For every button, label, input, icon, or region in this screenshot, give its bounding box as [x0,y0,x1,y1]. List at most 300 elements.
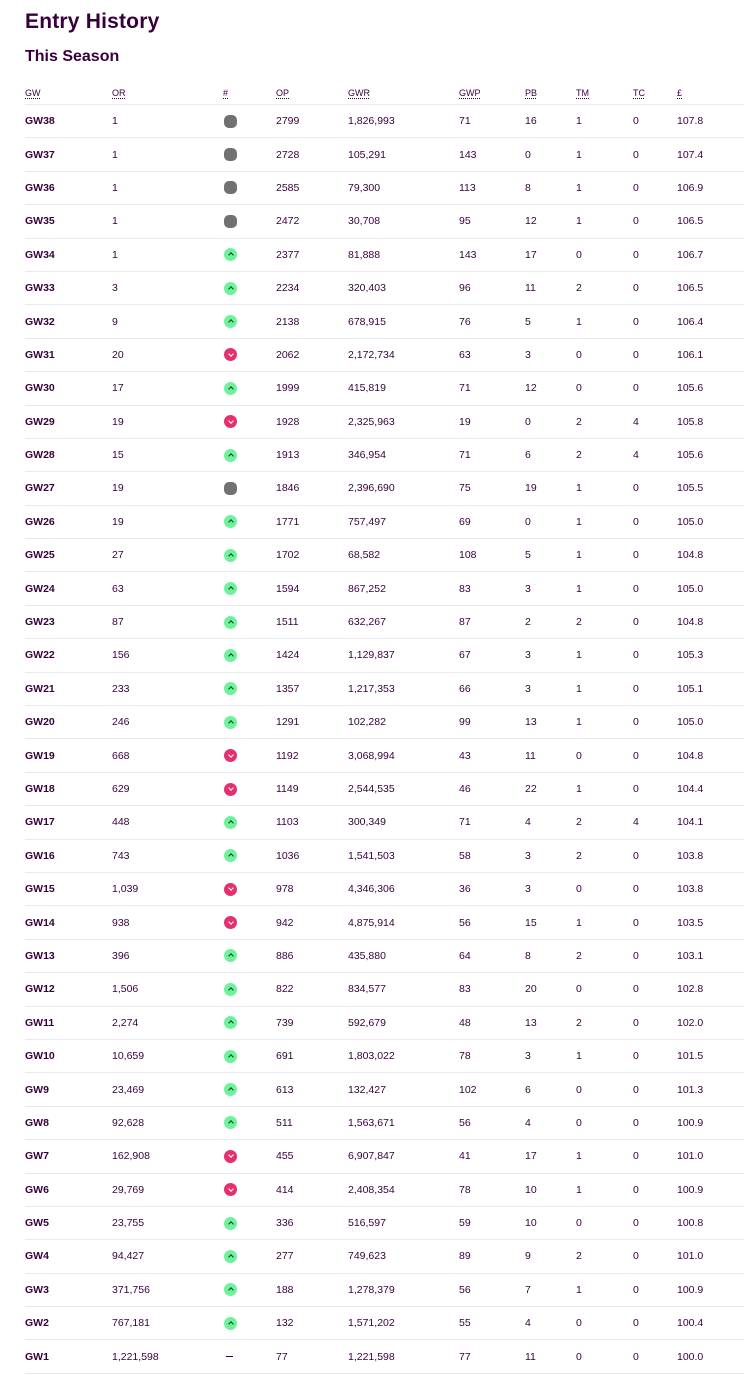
cell-movement [223,238,276,271]
cell-gw: GW24 [25,572,112,605]
cell-gwr: 415,819 [348,372,459,405]
cell-gwr: 1,803,022 [348,1039,459,1072]
cell-gwp: 87 [459,605,525,638]
cell-pb: 3 [525,338,576,371]
cell-pb: 3 [525,572,576,605]
cell-or: 3 [112,271,223,304]
red-down-arrow-icon [224,916,237,929]
cell-gwp: 83 [459,973,525,1006]
cell-gwr: 834,577 [348,973,459,1006]
table-row [25,572,744,605]
cell-tc: 0 [633,271,677,304]
cell-or: 94,427 [112,1240,223,1273]
cell-or: 156 [112,639,223,672]
cell-gwr: 3,068,994 [348,739,459,772]
cell-gw: GW6 [25,1173,112,1206]
cell-val: 102.0 [677,1006,744,1039]
cell-gwr: 516,597 [348,1206,459,1239]
cell-gwp: 89 [459,1240,525,1273]
cell-val: 103.5 [677,906,744,939]
cell-gw: GW35 [25,205,112,238]
cell-movement [223,505,276,538]
cell-movement [223,539,276,572]
cell-or: 162,908 [112,1140,223,1173]
cell-movement [223,739,276,772]
cell-gwp: 77 [459,1340,525,1373]
cell-movement [223,438,276,471]
cell-tc: 4 [633,806,677,839]
cell-op: 1291 [276,706,348,739]
cell-or: 23,755 [112,1206,223,1239]
cell-val: 105.6 [677,438,744,471]
green-up-arrow-icon [224,1317,237,1330]
cell-pb: 12 [525,372,576,405]
cell-op: 1357 [276,672,348,705]
green-up-arrow-icon [224,649,237,662]
cell-tm: 1 [576,1273,633,1306]
cell-pb: 10 [525,1206,576,1239]
cell-op: 1999 [276,372,348,405]
cell-tc: 0 [633,1240,677,1273]
cell-gwp: 66 [459,672,525,705]
cell-op: 1511 [276,605,348,638]
cell-op: 1103 [276,806,348,839]
cell-val: 102.8 [677,973,744,1006]
cell-gwp: 56 [459,1273,525,1306]
cell-gw: GW36 [25,171,112,204]
cell-or: 1 [112,138,223,171]
red-down-arrow-icon [224,415,237,428]
table-row [25,472,744,505]
cell-gw: GW12 [25,973,112,1006]
cell-tm: 0 [576,1307,633,1340]
cell-tc: 0 [633,238,677,271]
cell-pb: 3 [525,872,576,905]
table-row [25,839,744,872]
green-up-arrow-icon [224,282,237,295]
cell-val: 106.5 [677,205,744,238]
table-row [25,639,744,672]
cell-gwr: 320,403 [348,271,459,304]
cell-gw: GW17 [25,806,112,839]
cell-or: 1,506 [112,973,223,1006]
col-header-value: £ [677,88,683,98]
cell-tc: 0 [633,839,677,872]
cell-gwp: 56 [459,1106,525,1139]
cell-gwp: 41 [459,1140,525,1173]
cell-or: 10,659 [112,1039,223,1072]
table-row [25,539,744,572]
cell-pb: 11 [525,1340,576,1373]
cell-gwp: 59 [459,1206,525,1239]
cell-tm: 0 [576,338,633,371]
cell-gwr: 435,880 [348,939,459,972]
table-row [25,672,744,705]
cell-tc: 0 [633,1073,677,1106]
cell-tm: 1 [576,171,633,204]
cell-op: 1702 [276,539,348,572]
cell-tc: 0 [633,973,677,1006]
table-row [25,1140,744,1173]
cell-movement [223,338,276,371]
cell-gw: GW13 [25,939,112,972]
cell-tc: 4 [633,405,677,438]
table-row [25,906,744,939]
table-row [25,372,744,405]
cell-gw: GW11 [25,1006,112,1039]
cell-gwp: 43 [459,739,525,772]
cell-gw: GW21 [25,672,112,705]
cell-gwp: 36 [459,872,525,905]
cell-gwr: 1,221,598 [348,1340,459,1373]
col-header-tc: TC [633,88,645,98]
cell-or: 15 [112,438,223,471]
cell-gwp: 102 [459,1073,525,1106]
cell-tc: 0 [633,672,677,705]
cell-movement [223,305,276,338]
cell-tc: 0 [633,338,677,371]
cell-or: 63 [112,572,223,605]
green-up-arrow-icon [224,449,237,462]
cell-pb: 7 [525,1273,576,1306]
cell-val: 106.1 [677,338,744,371]
cell-pb: 0 [525,405,576,438]
cell-or: 19 [112,505,223,538]
table-row [25,305,744,338]
cell-pb: 17 [525,1140,576,1173]
table-row [25,806,744,839]
cell-movement [223,939,276,972]
table-row [25,438,744,471]
table-row [25,405,744,438]
cell-gw: GW5 [25,1206,112,1239]
cell-tm: 2 [576,438,633,471]
cell-op: 1846 [276,472,348,505]
cell-tm: 0 [576,739,633,772]
cell-gw: GW15 [25,872,112,905]
cell-tm: 2 [576,839,633,872]
cell-val: 100.9 [677,1273,744,1306]
cell-tm: 2 [576,271,633,304]
cell-tc: 0 [633,539,677,572]
cell-or: 396 [112,939,223,972]
cell-or: 19 [112,472,223,505]
cell-gwr: 678,915 [348,305,459,338]
cell-gwp: 75 [459,472,525,505]
cell-val: 104.8 [677,605,744,638]
table-row [25,105,744,138]
cell-tc: 0 [633,1039,677,1072]
green-up-arrow-icon [224,682,237,695]
cell-movement [223,706,276,739]
red-down-arrow-icon [224,348,237,361]
cell-gwp: 55 [459,1307,525,1340]
cell-op: 886 [276,939,348,972]
cell-val: 103.8 [677,839,744,872]
cell-gw: GW14 [25,906,112,939]
cell-movement [223,372,276,405]
table-body [25,105,744,1374]
col-header-gwp: GWP [459,88,481,98]
cell-pb: 20 [525,973,576,1006]
col-header-gw: GW [25,88,41,98]
cell-gw: GW9 [25,1073,112,1106]
cell-gwr: 79,300 [348,171,459,204]
cell-val: 100.9 [677,1106,744,1139]
cell-tm: 0 [576,1106,633,1139]
cell-op: 2138 [276,305,348,338]
cell-val: 107.8 [677,105,744,138]
green-up-arrow-icon [224,382,237,395]
cell-or: 1,039 [112,872,223,905]
red-down-arrow-icon [224,783,237,796]
cell-gw: GW26 [25,505,112,538]
cell-pb: 0 [525,138,576,171]
cell-gwr: 867,252 [348,572,459,605]
cell-gwr: 4,875,914 [348,906,459,939]
cell-tc: 0 [633,1106,677,1139]
cell-tc: 0 [633,1006,677,1039]
cell-movement [223,271,276,304]
cell-val: 106.9 [677,171,744,204]
cell-movement [223,806,276,839]
cell-tc: 0 [633,1273,677,1306]
cell-tm: 0 [576,238,633,271]
table-row [25,1173,744,1206]
cell-or: 246 [112,706,223,739]
cell-tc: 0 [633,171,677,204]
cell-gwr: 30,708 [348,205,459,238]
cell-or: 2,274 [112,1006,223,1039]
cell-val: 104.4 [677,772,744,805]
cell-movement [223,171,276,204]
cell-tm: 2 [576,939,633,972]
cell-val: 106.4 [677,305,744,338]
cell-val: 101.0 [677,1240,744,1273]
cell-val: 104.8 [677,739,744,772]
cell-tc: 0 [633,1340,677,1373]
green-up-arrow-icon [224,1016,237,1029]
cell-val: 101.5 [677,1039,744,1072]
cell-gw: GW37 [25,138,112,171]
cell-gw: GW34 [25,238,112,271]
cell-tc: 0 [633,572,677,605]
table-row [25,238,744,271]
cell-val: 100.8 [677,1206,744,1239]
table-row [25,505,744,538]
cell-tc: 0 [633,305,677,338]
cell-gwr: 1,278,379 [348,1273,459,1306]
green-up-arrow-icon [224,1050,237,1063]
cell-tm: 1 [576,906,633,939]
cell-movement [223,572,276,605]
cell-or: 92,628 [112,1106,223,1139]
cell-gw: GW28 [25,438,112,471]
cell-pb: 0 [525,505,576,538]
green-up-arrow-icon [224,549,237,562]
cell-op: 739 [276,1006,348,1039]
cell-tc: 0 [633,372,677,405]
cell-tc: 4 [633,438,677,471]
cell-gwr: 592,679 [348,1006,459,1039]
cell-gwr: 2,396,690 [348,472,459,505]
cell-pb: 4 [525,1106,576,1139]
cell-op: 188 [276,1273,348,1306]
cell-gw: GW38 [25,105,112,138]
cell-gwr: 757,497 [348,505,459,538]
cell-movement [223,639,276,672]
cell-op: 2585 [276,171,348,204]
cell-gwr: 2,408,354 [348,1173,459,1206]
cell-tm: 1 [576,205,633,238]
cell-gwr: 105,291 [348,138,459,171]
cell-pb: 13 [525,1006,576,1039]
table-row [25,973,744,1006]
cell-tc: 0 [633,605,677,638]
cell-op: 414 [276,1173,348,1206]
cell-gwp: 48 [459,1006,525,1039]
cell-tc: 0 [633,706,677,739]
table-row [25,171,744,204]
cell-gw: GW30 [25,372,112,405]
cell-gwp: 108 [459,539,525,572]
cell-gw: GW8 [25,1106,112,1139]
cell-op: 511 [276,1106,348,1139]
cell-tm: 1 [576,772,633,805]
cell-tm: 1 [576,105,633,138]
cell-pb: 11 [525,271,576,304]
table-row [25,271,744,304]
cell-gw: GW20 [25,706,112,739]
cell-pb: 6 [525,438,576,471]
cell-or: 668 [112,739,223,772]
cell-gwr: 102,282 [348,706,459,739]
cell-movement [223,1140,276,1173]
cell-op: 942 [276,906,348,939]
cell-pb: 8 [525,939,576,972]
cell-tm: 1 [576,1039,633,1072]
cell-pb: 19 [525,472,576,505]
cell-op: 613 [276,1073,348,1106]
cell-gwr: 749,623 [348,1240,459,1273]
cell-tm: 1 [576,639,633,672]
cell-val: 105.8 [677,405,744,438]
cell-gwr: 1,217,353 [348,672,459,705]
cell-pb: 3 [525,1039,576,1072]
cell-or: 448 [112,806,223,839]
green-up-arrow-icon [224,816,237,829]
cell-or: 19 [112,405,223,438]
red-down-arrow-icon [224,883,237,896]
cell-pb: 16 [525,105,576,138]
cell-tc: 0 [633,872,677,905]
cell-val: 105.1 [677,672,744,705]
cell-tc: 0 [633,138,677,171]
grey-dot-icon [224,215,237,228]
table-row [25,338,744,371]
cell-val: 101.3 [677,1073,744,1106]
cell-op: 132 [276,1307,348,1340]
cell-tc: 0 [633,1173,677,1206]
cell-val: 106.5 [677,271,744,304]
cell-op: 2234 [276,271,348,304]
table-row [25,706,744,739]
cell-val: 100.9 [677,1173,744,1206]
cell-or: 233 [112,672,223,705]
cell-gw: GW32 [25,305,112,338]
cell-pb: 5 [525,305,576,338]
cell-gw: GW3 [25,1273,112,1306]
cell-gwp: 96 [459,271,525,304]
cell-movement [223,672,276,705]
cell-op: 691 [276,1039,348,1072]
cell-op: 1928 [276,405,348,438]
table-row [25,1307,744,1340]
green-up-arrow-icon [224,315,237,328]
cell-gwr: 1,129,837 [348,639,459,672]
col-header-movement: # [223,88,229,98]
cell-pb: 3 [525,639,576,672]
cell-val: 104.1 [677,806,744,839]
table-row [25,739,744,772]
cell-op: 1036 [276,839,348,872]
cell-gwp: 63 [459,338,525,371]
cell-movement [223,1173,276,1206]
cell-gwr: 346,954 [348,438,459,471]
green-up-arrow-icon [224,716,237,729]
cell-op: 455 [276,1140,348,1173]
table-row [25,872,744,905]
table-row [25,205,744,238]
cell-gwp: 143 [459,138,525,171]
table-row [25,1340,744,1373]
history-table [25,82,744,1374]
red-down-arrow-icon [224,1183,237,1196]
cell-gw: GW10 [25,1039,112,1072]
cell-or: 371,756 [112,1273,223,1306]
cell-val: 105.5 [677,472,744,505]
cell-movement [223,1206,276,1239]
table-row [25,1106,744,1139]
cell-val: 105.0 [677,505,744,538]
cell-tm: 1 [576,1140,633,1173]
cell-val: 106.7 [677,238,744,271]
cell-op: 822 [276,973,348,1006]
cell-op: 2472 [276,205,348,238]
cell-gwr: 4,346,306 [348,872,459,905]
cell-gwr: 2,325,963 [348,405,459,438]
cell-val: 100.0 [677,1340,744,1373]
cell-op: 978 [276,872,348,905]
cell-gwr: 81,888 [348,238,459,271]
cell-pb: 10 [525,1173,576,1206]
col-header-op: OP [276,88,290,98]
cell-pb: 4 [525,806,576,839]
green-up-arrow-icon [224,582,237,595]
cell-pb: 2 [525,605,576,638]
cell-tm: 2 [576,605,633,638]
cell-gwp: 69 [459,505,525,538]
cell-gwp: 71 [459,806,525,839]
cell-or: 1 [112,238,223,271]
cell-or: 1 [112,205,223,238]
green-up-arrow-icon [224,1083,237,1096]
cell-gwr: 1,541,503 [348,839,459,872]
cell-gw: GW19 [25,739,112,772]
cell-tm: 0 [576,1073,633,1106]
cell-gwp: 99 [459,706,525,739]
cell-gwp: 64 [459,939,525,972]
